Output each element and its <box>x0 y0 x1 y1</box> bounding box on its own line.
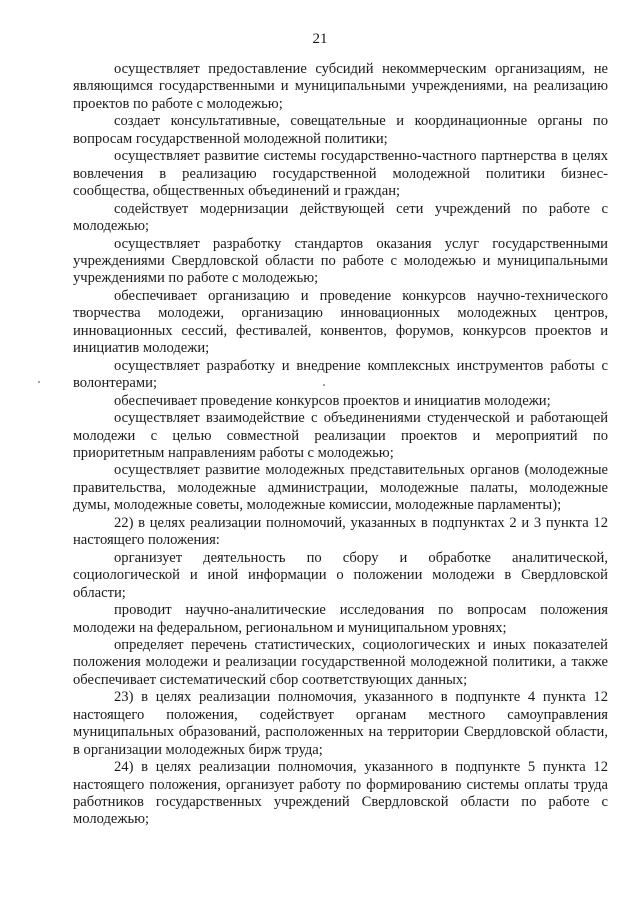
document-body <box>73 61 608 829</box>
paragraph: содействует модернизации действующей сети учреждений по работе с молодежью; <box>73 200 608 235</box>
paragraph: обеспечивает организацию и проведение конкурсов научно-технического творчества молодежи, организацию инновационных молодежных центров, инновационных сессий, фестивалей, конвентов, форумов, конкурсов проектов и инициатив молодежи; <box>73 287 608 357</box>
paragraph: определяет перечень статистических, социологических и иных показателей положения молодежи и реализации государственной молодежной политики, а также обеспечивает систематический сбор соответствующих данных; <box>73 636 608 688</box>
scan-speck <box>323 384 325 386</box>
paragraph: осуществляет разработку стандартов оказания услуг государственными учреждениями Свердловской области по работе с молодежью и муниципальными учреждениями по работе с молодежью; <box>73 235 608 287</box>
page-number: 21 <box>312 31 328 47</box>
paragraph: 23) в целях реализации полномочия, указанного в подпункте 4 пункта 12 настоящего положения, содействует органам местного самоуправления муниципальных образований, расположенных на территории Свердловской области, в организации молодежных бирж труда; <box>73 689 608 758</box>
paragraph: осуществляет разработку и внедрение комплексных инструментов работы с волонтерами; <box>73 357 608 392</box>
paragraph: осуществляет развитие системы государственно-частного партнерства в целях вовлечения в реализацию государственной молодежной политики бизнес-сообщества, общественных объединений и граждан; <box>73 148 608 200</box>
paragraph: 24) в целях реализации полномочия, указанного в подпункте 5 пункта 12 настоящего положения, организует работу по формированию системы оплаты труда работников государственных учреждений Свердловской области по работе с молодежью; <box>73 759 608 828</box>
paragraph: организует деятельность по сбору и обработке аналитической, социологической и иной информации о положении молодежи в Свердловской области; <box>73 549 608 601</box>
paragraph: осуществляет взаимодействие с объединениями студенческой и работающей молодежи с целью совместной реализации проектов и мероприятий по приоритетным направлениям работы с молодежью; <box>73 410 608 461</box>
scan-speck <box>38 381 40 383</box>
paragraph: осуществляет развитие молодежных представительных органов (молодежные правительства, молодежные администрации, молодежные палаты, молодежные думы, молодежные советы, молодежные комиссии, молодежные парламенты); <box>73 462 608 514</box>
paragraph: обеспечивает проведение конкурсов проектов и инициатив молодежи; <box>114 392 551 409</box>
paragraph: проводит научно-аналитические исследования по вопросам положения молодежи на федеральном, региональном и муниципальном уровнях; <box>73 602 608 636</box>
paragraph: 22) в целях реализации полномочий, указанных в подпунктах 2 и 3 пункта 12 настоящего положения: <box>73 514 608 549</box>
paragraph: осуществляет предоставление субсидий некоммерческим организациям, не являющимся государственными и муниципальными учреждениями, на реализацию проектов по работе с молодежью; <box>73 61 608 112</box>
paragraph: создает консультативные, совещательные и координационные органы по вопросам государственной молодежной политики; <box>73 113 608 147</box>
